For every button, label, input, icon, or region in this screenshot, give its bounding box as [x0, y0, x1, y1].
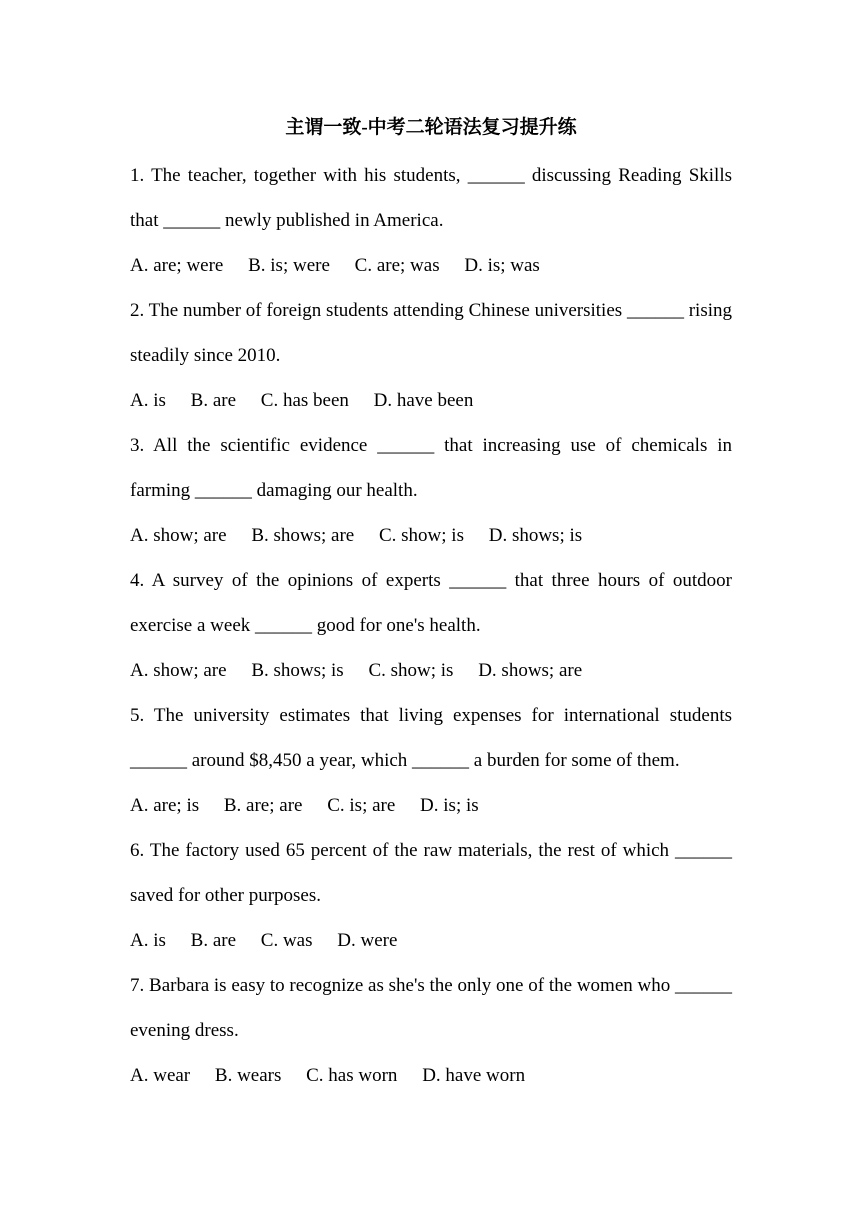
answer-options — [130, 783, 732, 828]
answer-options — [130, 648, 732, 693]
option-d: D. were — [337, 930, 398, 951]
option-d: D. shows; are — [478, 660, 583, 681]
question-1 — [130, 153, 732, 288]
question-5 — [130, 693, 732, 828]
option-b: B. are; are — [223, 795, 303, 816]
option-a: A. is — [130, 930, 166, 951]
option-d: D. is; was — [464, 255, 540, 276]
answer-options — [130, 378, 732, 423]
option-c: C. has worn — [306, 1065, 398, 1086]
question-7 — [130, 963, 732, 1098]
question-3 — [130, 423, 732, 558]
option-a: A. show; are — [130, 660, 227, 681]
option-a: A. show; are — [130, 525, 227, 546]
option-a: A. is — [130, 390, 166, 411]
document-page — [130, 108, 732, 1098]
page-title: 主谓一致-中考二轮语法复习提升练 — [285, 117, 577, 138]
option-b: B. shows; is — [251, 660, 344, 681]
answer-options — [130, 1053, 732, 1098]
question-stem: 5. The university estimates that living expenses for international students ______ around $8,450 a year, which ______ a burden for some of them. — [130, 705, 732, 771]
question-stem: 1. The teacher, together with his students, ______ discussing Reading Skills that ______ newly published in America. — [130, 165, 732, 231]
question-stem: 2. The number of foreign students attending Chinese universities ______ rising steadily since 2010. — [130, 300, 732, 366]
option-d: D. shows; is — [488, 525, 583, 546]
option-d: D. have been — [373, 390, 474, 411]
question-2 — [130, 288, 732, 423]
option-c: C. show; is — [378, 525, 464, 546]
option-b: B. are — [190, 390, 237, 411]
option-c: C. has been — [260, 390, 349, 411]
option-b: B. wears — [214, 1065, 282, 1086]
option-b: B. are — [190, 930, 237, 951]
question-stem: 6. The factory used 65 percent of the raw materials, the rest of which ______ saved for other purposes. — [130, 840, 732, 906]
option-c: C. show; is — [368, 660, 454, 681]
option-c: C. is; are — [327, 795, 396, 816]
question-stem: 4. A survey of the opinions of experts ______ that three hours of outdoor exercise a week ______ good for one's health. — [130, 570, 732, 636]
option-b: B. shows; are — [251, 525, 355, 546]
option-d: D. is; is — [420, 795, 479, 816]
option-a: A. wear — [130, 1065, 191, 1086]
option-a: A. are; is — [130, 795, 200, 816]
option-c: C. are; was — [354, 255, 440, 276]
option-d: D. have worn — [422, 1065, 526, 1086]
answer-options — [130, 918, 732, 963]
question-stem: 3. All the scientific evidence ______ that increasing use of chemicals in farming ______ damaging our health. — [130, 435, 732, 501]
answer-options — [130, 243, 732, 288]
question-stem: 7. Barbara is easy to recognize as she's the only one of the women who ______ evening dress. — [130, 975, 732, 1041]
option-a: A. are; were — [130, 255, 224, 276]
question-4 — [130, 558, 732, 693]
answer-options — [130, 513, 732, 558]
option-b: B. is; were — [248, 255, 330, 276]
question-6 — [130, 828, 732, 963]
option-c: C. was — [260, 930, 313, 951]
